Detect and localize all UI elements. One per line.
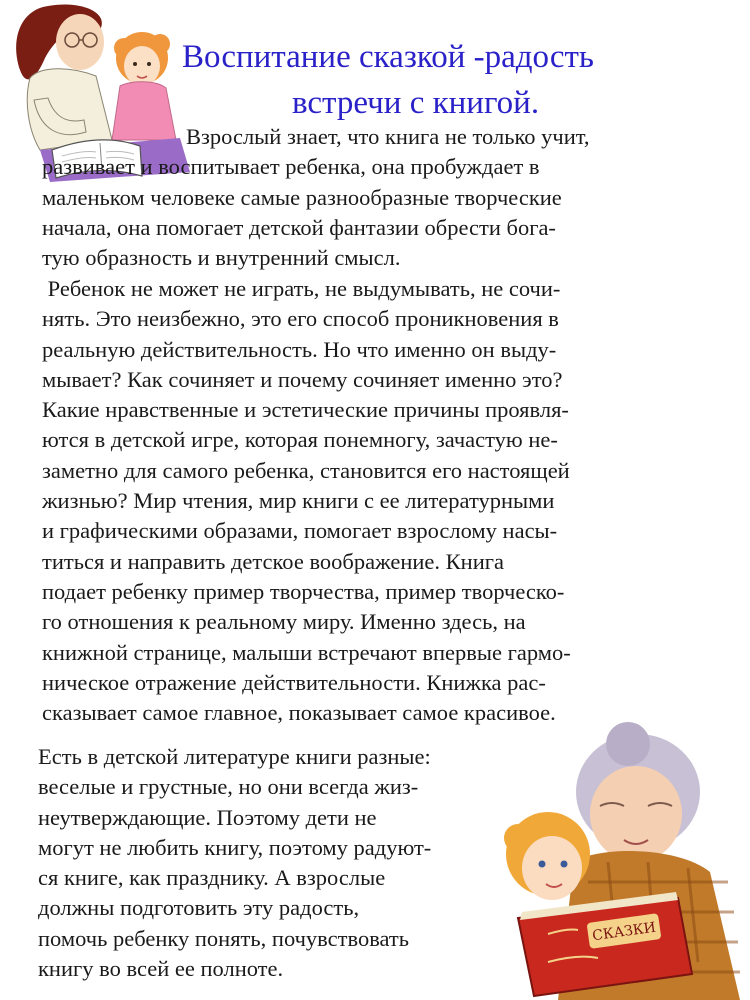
- text-line: маленьком человеке самые разнообразные творческие: [42, 184, 562, 210]
- text-line: книгу во всей ее полноте.: [38, 956, 284, 982]
- title-line-2: встречи с книгой.: [292, 85, 540, 121]
- paragraph-closing: [38, 742, 431, 984]
- text-line: Есть в детской литературе книги разные:: [38, 744, 431, 769]
- text-line: ся книге, как празднику. А взрослые: [38, 865, 386, 891]
- text-line: заметно для самого ребенка, становится его настоящей: [42, 457, 570, 483]
- text-line: неутверждающие. Поэтому дети не: [38, 804, 377, 830]
- text-line: нять. Это неизбежно, это его способ проникновения в: [42, 306, 559, 332]
- text-line: реальную действительность. Но что именно он выду-: [42, 336, 557, 362]
- text-line: Взрослый знает, что книга не только учит,: [186, 124, 590, 149]
- book-cover-label: СКАЗКИ: [591, 919, 657, 945]
- text-line: должны подготовить эту радость,: [38, 895, 360, 921]
- text-line: мывает? Как сочиняет и почему сочиняет именно это?: [42, 366, 563, 392]
- text-line: подает ребенку пример творчества, пример творческо-: [42, 578, 565, 604]
- text-line: го отношения к реальному миру. Именно здесь, на: [42, 609, 526, 635]
- text-line: жизнью? Мир чтения, мир книги с ее литературными: [42, 488, 555, 514]
- text-line: ническое отражение действительности. Книжка рас-: [42, 669, 546, 695]
- text-line: тую образность и внутренний смысл.: [42, 245, 401, 271]
- text-line: Ребенок не может не играть, не выдумывать, не сочи-: [42, 276, 561, 301]
- text-line: могут не любить книгу, поэтому радуют-: [38, 834, 432, 860]
- text-line: начала, она помогает детской фантазии обрести бога-: [42, 214, 556, 240]
- text-line: книжной странице, малыши встречают впервые гармо-: [42, 639, 571, 665]
- text-line: сказывает самое главное, показывает самое красивое.: [42, 700, 556, 726]
- page-title: [150, 34, 730, 126]
- paragraph-main: [42, 274, 571, 728]
- text-line: ются в детской игре, которая понемногу, зачастую не-: [42, 427, 558, 453]
- text-line: титься и направить детское воображение. Книга: [42, 548, 504, 574]
- text-line: и графическими образами, помогает взрослому насы-: [42, 518, 558, 544]
- text-line: помочь ребенку понять, почувствовать: [38, 925, 410, 951]
- paragraph-intro: [42, 122, 590, 273]
- title-line-1: Воспитание сказкой -радость: [182, 39, 594, 75]
- text-line: Какие нравственные и эстетические причины проявля-: [42, 397, 569, 423]
- text-line: веселые и грустные, но они всегда жиз-: [38, 774, 419, 800]
- grandmother-reading-illustration: [478, 722, 750, 1000]
- text-line: развивает и воспитывает ребенка, она пробуждает в: [42, 154, 540, 180]
